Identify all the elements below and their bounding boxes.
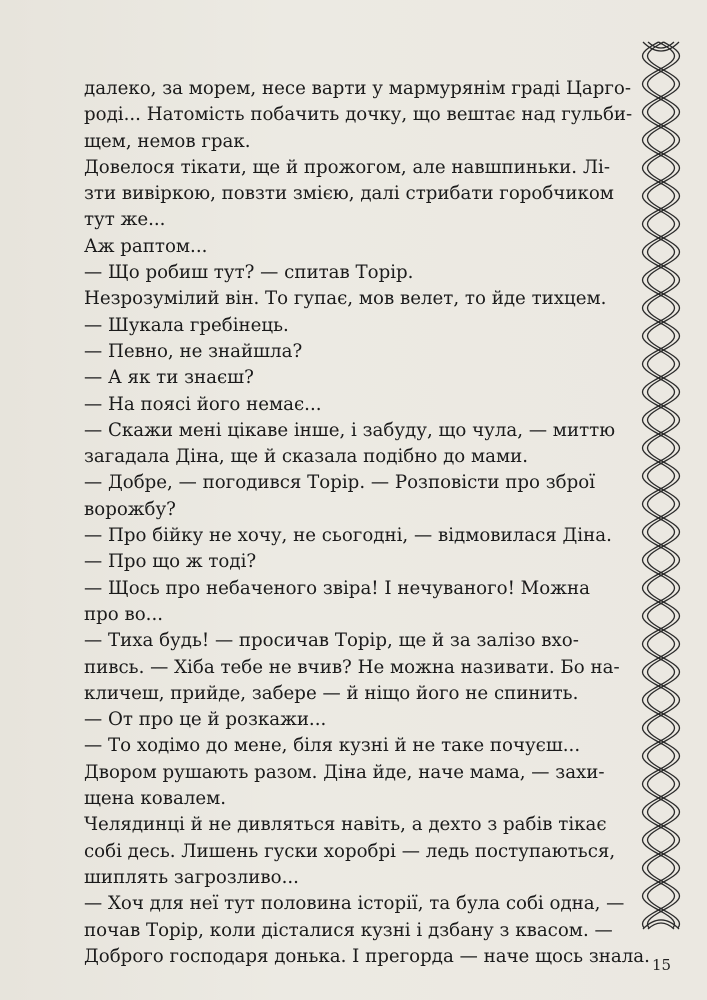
text-line: щем, немов грак. [84,130,251,152]
text-line: — Хоч для неї тут половина історії, та була собі одна, — [84,893,625,915]
text-line: — То ходімо до мене, біля кузні й не таке почуєш... [84,735,581,757]
text-line: — Щось про небаченого звіра! І нечуваного! Можна [84,577,590,599]
body-text [84,76,650,970]
text-line: щена ковалем. [84,788,227,810]
text-line: — Тиха будь! — просичав Торір, ще й за залізо вхо- [84,630,579,652]
text-line: — Про бійку не хочу, не сьогодні, — відмовилася Діна. [84,525,612,547]
text-line: зти вивіркою, повзти змією, далі стрибати горобчиком [84,183,614,205]
text-line: далеко, за морем, несе варти у мармурянім граді Царго- [84,78,632,99]
text-line: Довелося тікати, ще й прожогом, але навшпиньки. Лі- [84,156,610,178]
text-line: загадала Діна, ще й сказала подібно до мами. [84,446,529,468]
text-line: — А як ти знаєш? [84,367,254,389]
text-line: ворожбу? [84,498,176,520]
text-line: — От про це й розкажи... [84,709,327,731]
text-line: тут же... [84,209,166,231]
text-line: про во... [84,603,164,625]
text-line: — Скажи мені цікаве інше, і забуду, що чула, — миттю [84,419,616,441]
celtic-knot-border-icon [637,28,685,943]
text-line: почав Торір, коли дісталися кузні і дзбану з квасом. — [84,919,613,941]
text-line: — Що робиш тут? — спитав Торір. [84,262,414,284]
text-line: шиплять загрозливо... [84,866,299,888]
text-line: Доброго господаря донька. І прегорда — наче щось знала. [84,945,650,967]
text-line: Челядинці й не дивляться навіть, а дехто з рабів тікає [84,814,607,836]
text-line: собі десь. Лишень гуски хоробрі — ледь поступаються, [84,840,616,862]
page-number: 15 [652,956,672,974]
text-line: — Добре, — погодився Торір. — Розповісти про зброї [84,472,596,494]
text-line: Двором рушають разом. Діна йде, наче мама, — захи- [84,761,605,783]
text-line: Аж раптом... [84,235,208,257]
text-line: — Шукала гребінець. [84,314,289,336]
text-line: — Певно, не знайшла? [84,340,303,362]
text-line: пивсь. — Хіба тебе не вчив? Не можна називати. Бо на- [84,656,620,678]
text-line: — На поясі його немає... [84,393,322,415]
text-line: Незрозумілий він. То гупає, мов велет, то йде тихцем. [84,288,607,310]
text-line: — Про що ж тоді? [84,551,257,573]
text-line: кличеш, прийде, забере — й ніщо його не спинить. [84,682,579,704]
text-line: роді... Натомість побачить дочку, що вештає над гульби- [84,104,633,126]
